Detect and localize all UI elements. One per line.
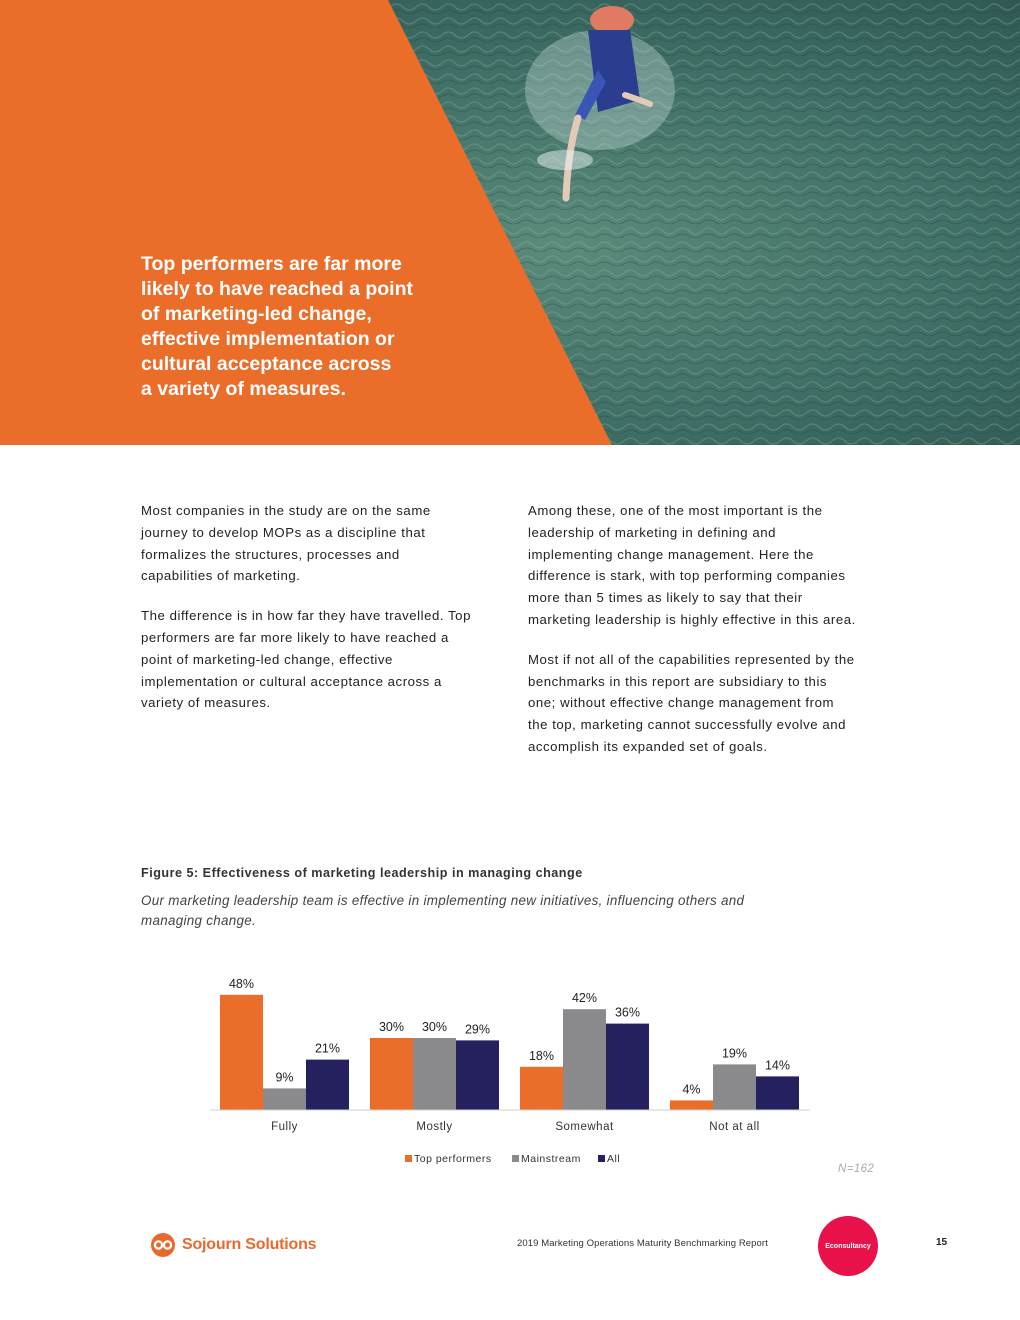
bar-not-at-all-all: [756, 1076, 799, 1110]
bar-mostly-all: [456, 1040, 499, 1110]
bar-somewhat-mainstream: [563, 1009, 606, 1110]
category-label: Fully: [271, 1121, 298, 1133]
bar-fully-mainstream: [263, 1088, 306, 1110]
legend-swatch: [598, 1155, 605, 1162]
bar-value-label: 19%: [721, 1046, 748, 1061]
bar-not-at-all-mainstream: [713, 1064, 756, 1110]
logo-text: Sojourn Solutions: [182, 1236, 317, 1253]
bar-somewhat-top-performers: [520, 1067, 563, 1110]
bar-somewhat-all: [606, 1024, 649, 1110]
sample-size-note: N=162: [838, 1163, 875, 1175]
bar-mostly-top-performers: [370, 1038, 413, 1110]
legend-label: All: [607, 1153, 621, 1165]
legend-swatch: [405, 1155, 412, 1162]
bar-value-label: 48%: [228, 976, 255, 991]
bar-mostly-mainstream: [413, 1038, 456, 1110]
sojourn-logo: [149, 1233, 316, 1257]
hero-headline: Top performers are far more likely to have reached a point of marketing-led change, effective implementation or cultural acceptance across a variety of measures.: [141, 253, 414, 400]
badge-text: Econsultancy: [825, 1242, 871, 1250]
bar-fully-top-performers: [220, 995, 263, 1110]
figure-title: Figure 5: Effectiveness of marketing leadership in managing change: [141, 866, 583, 880]
legend-label: Mainstream: [521, 1153, 581, 1165]
category-label: Not at all: [709, 1121, 760, 1133]
category-label: Somewhat: [555, 1121, 614, 1133]
bar-chart: [0, 960, 1020, 1180]
report-title: 2019 Marketing Operations Maturity Benchmarking Report: [517, 1238, 768, 1249]
figure-subtitle: Our marketing leadership team is effective in implementing new initiatives, influencing others and managing change.: [141, 893, 745, 928]
category-label: Mostly: [416, 1121, 453, 1133]
body-paragraph: Most companies in the study are on the same journey to develop MOPs as a discipline that formalizes the structures, processes and capabilities of marketing.: [141, 503, 431, 584]
bar-value-label: 42%: [571, 991, 598, 1006]
bar-value-label: 9%: [275, 1070, 294, 1085]
hero-banner: [0, 0, 1020, 445]
body-paragraph: Among these, one of the most important is the leadership of marketing in defining and implementing change management. Here the difference is stark, with top performing companies more than 5 times as likely to say that their marketing leadership is highly effective in this area.: [528, 503, 856, 627]
bar-value-label: 29%: [464, 1022, 491, 1037]
bar-value-label: 21%: [314, 1041, 341, 1056]
bar-value-label: 30%: [421, 1020, 448, 1034]
right-column: [528, 500, 858, 776]
bar-value-label: 36%: [614, 1005, 641, 1020]
legend-swatch: [512, 1155, 519, 1162]
bar-not-at-all-top-performers: [670, 1100, 713, 1110]
bar-value-label: 30%: [378, 1020, 405, 1034]
econsultancy-badge: [818, 1216, 878, 1276]
bar-value-label: 14%: [764, 1058, 791, 1073]
bar-value-label: 18%: [528, 1048, 555, 1063]
legend-label: Top performers: [414, 1153, 492, 1165]
bar-fully-all: [306, 1060, 349, 1110]
bar-value-label: 4%: [682, 1082, 701, 1097]
infinity-logo-icon: [149, 1233, 177, 1257]
page-number: 15: [936, 1237, 948, 1248]
body-paragraph: The difference is in how far they have travelled. Top performers are far more likely to have reached a point of marketing-led change, effective implementation or cultural acceptance across a variety of measures.: [141, 608, 471, 711]
body-paragraph: Most if not all of the capabilities represented by the benchmarks in this report are subsidiary to this one; without effective change management from the top, marketing cannot successfully evolve and accomplish its expanded set of goals.: [528, 651, 855, 754]
left-column: [141, 500, 471, 732]
